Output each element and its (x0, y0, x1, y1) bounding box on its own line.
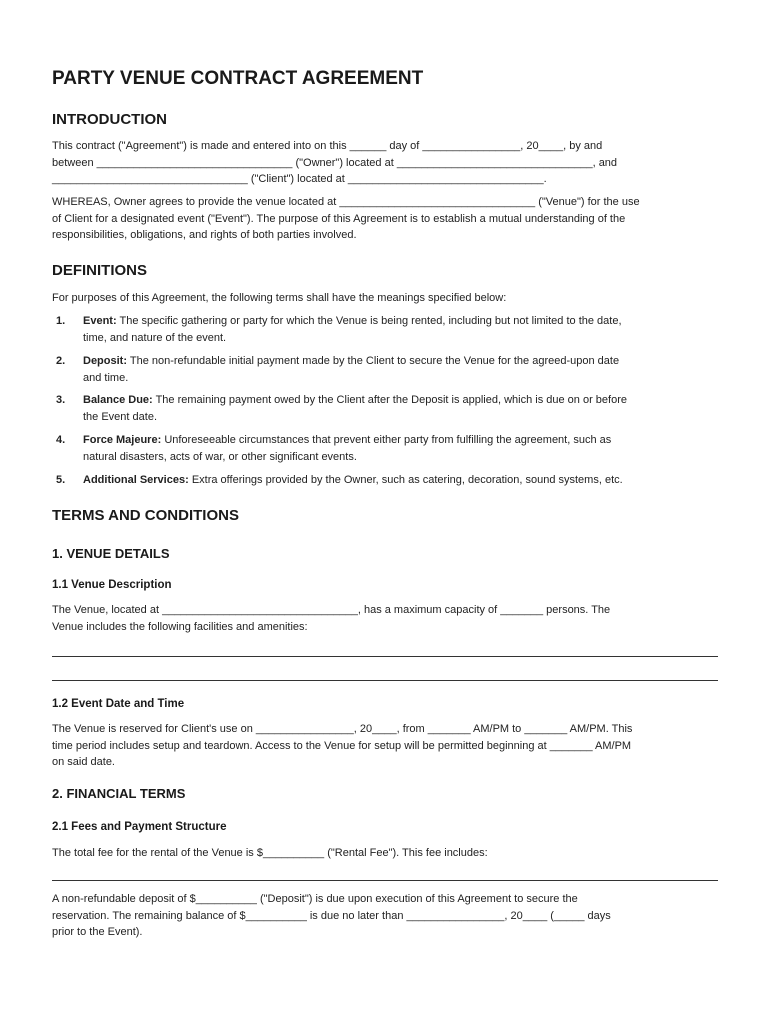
definition-number: 4. (56, 434, 66, 446)
venue-description-line-1: The Venue, located at ________________________________, has a maximum capacity of _______ persons. The (52, 604, 611, 616)
fill-in-line[interactable] (52, 680, 718, 681)
event-date-paragraph (52, 721, 632, 771)
definition-term: Additional Services: (83, 474, 189, 486)
intro-p1-line-3: ________________________________ ("Client") located at ________________________________. (52, 173, 547, 185)
definition-text: Extra offerings provided by the Owner, such as catering, decoration, sound systems, etc. (191, 474, 623, 486)
introduction-heading: INTRODUCTION (52, 111, 167, 128)
introduction-paragraph-1 (52, 138, 617, 188)
deposit-paragraph (52, 891, 611, 941)
event-date-heading: 1.2 Event Date and Time (52, 698, 185, 710)
definitions-heading: DEFINITIONS (52, 262, 148, 279)
venue-description-paragraph (52, 602, 610, 635)
fill-in-line[interactable] (52, 880, 718, 881)
terms-heading: TERMS AND CONDITIONS (52, 507, 239, 524)
deposit-line-2: reservation. The remaining balance of $__________ is due no later than ________________, 20____ (_____ days (52, 909, 611, 922)
intro-p2-line-2: of Client for a designated event ("Event"). The purpose of this Agreement is to establish a mutual understanding of the (52, 212, 626, 225)
definition-text: The specific gathering or party for which the Venue is being rented, including but not limited to the date, (119, 315, 622, 327)
definition-text: the Event date. (83, 410, 157, 423)
introduction-paragraph-2 (52, 194, 640, 244)
fees-line: The total fee for the rental of the Venue is $__________ ("Rental Fee"). This fee includes: (52, 847, 488, 859)
definition-term: Force Majeure: (83, 434, 162, 446)
definition-number: 3. (56, 394, 66, 406)
event-date-line-1: The Venue is reserved for Client's use on ________________, 20____, from _______ AM/PM to _______ AM/PM. This (52, 723, 633, 735)
definition-text: and time. (83, 371, 129, 384)
definition-text: The remaining payment owed by the Client after the Deposit is applied, which is due on or before (155, 394, 627, 406)
intro-p1-line-2: between ________________________________ ("Owner") located at ________________________________, and (52, 156, 618, 169)
venue-description-line-2: Venue includes the following facilities and amenities: (52, 620, 308, 633)
financial-terms-heading: 2. FINANCIAL TERMS (52, 786, 186, 801)
definition-text: natural disasters, acts of war, or other significant events. (83, 450, 357, 463)
definition-text: The non-refundable initial payment made by the Client to secure the Venue for the agreed-upon date (129, 355, 620, 367)
definition-text: Unforeseeable circumstances that prevent either party from fulfilling the agreement, such as (164, 434, 612, 446)
event-date-line-2: time period includes setup and teardown. Access to the Venue for setup will be permitted beginning at _______ AM/PM (52, 739, 632, 752)
definition-text: time, and nature of the event. (83, 331, 227, 344)
intro-p2-line-3: responsibilities, obligations, and rights of both parties involved. (52, 229, 357, 241)
deposit-line-3: prior to the Event). (52, 926, 143, 938)
fill-in-line[interactable] (52, 656, 718, 657)
document-title: PARTY VENUE CONTRACT AGREEMENT (52, 68, 424, 89)
definition-number: 5. (56, 474, 66, 486)
definitions-intro (52, 290, 506, 307)
definition-term: Balance Due: (83, 394, 153, 406)
fees-paragraph (52, 845, 488, 862)
definition-number: 2. (56, 355, 66, 367)
deposit-line-1: A non-refundable deposit of $__________ ("Deposit") is due upon execution of this Agreement to secure the (52, 893, 578, 905)
fees-heading: 2.1 Fees and Payment Structure (52, 821, 227, 833)
venue-description-heading: 1.1 Venue Description (52, 579, 172, 591)
definitions-intro-text: For purposes of this Agreement, the following terms shall have the meanings specified below: (52, 292, 507, 304)
intro-p1-line-1: This contract ("Agreement") is made and entered into on this ______ day of ________________, 20____, by and (52, 140, 603, 152)
event-date-line-3: on said date. (52, 756, 115, 768)
definition-term: Event: (83, 315, 117, 327)
venue-details-heading: 1. VENUE DETAILS (52, 546, 170, 561)
definition-number: 1. (56, 315, 66, 327)
intro-p2-line-1: WHEREAS, Owner agrees to provide the venue located at ________________________________ ("Venue") for the use (52, 196, 640, 208)
definition-term: Deposit: (83, 355, 127, 367)
